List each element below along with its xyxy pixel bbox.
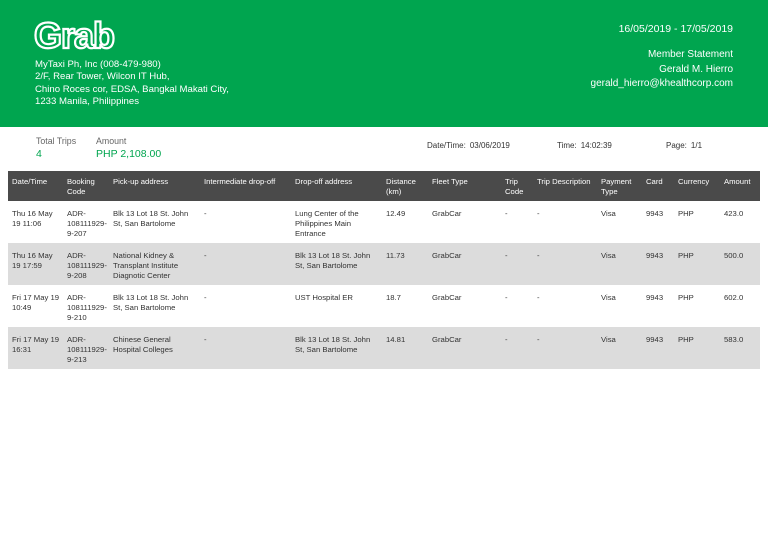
cell-fleet-type: GrabCar xyxy=(428,327,501,369)
col-pickup-address: Pick-up address xyxy=(109,171,200,201)
print-date xyxy=(427,141,510,150)
cell-fleet-type: GrabCar xyxy=(428,201,501,243)
cell-pickup-address: Blk 13 Lot 18 St. John St, San Bartolome xyxy=(109,285,200,327)
company-address xyxy=(35,59,229,108)
cell-distance: 18.7 xyxy=(382,285,428,327)
col-fleet-type: Fleet Type xyxy=(428,171,501,201)
cell-date-time: Fri 17 May 19 10:49 xyxy=(8,285,63,327)
time-label: Time: xyxy=(557,141,577,150)
cell-intermediate-dropoff: - xyxy=(200,327,291,369)
cell-booking-code: ADR-108111929-9-208 xyxy=(63,243,109,285)
amount-value: PHP 2,108.00 xyxy=(96,148,162,160)
table-header-row xyxy=(8,171,760,201)
cell-date-time: Thu 16 May 19 11:06 xyxy=(8,201,63,243)
table-row xyxy=(8,243,760,285)
col-date-time: Date/Time xyxy=(8,171,63,201)
cell-fleet-type: GrabCar xyxy=(428,285,501,327)
cell-dropoff-address: UST Hospital ER xyxy=(291,285,382,327)
cell-payment-type: Visa xyxy=(597,243,642,285)
cell-date-time: Fri 17 May 19 16:31 xyxy=(8,327,63,369)
cell-fleet-type: GrabCar xyxy=(428,243,501,285)
cell-booking-code: ADR-108111929-9-213 xyxy=(63,327,109,369)
trips-table xyxy=(8,171,760,369)
cell-distance: 14.81 xyxy=(382,327,428,369)
cell-card: 9943 xyxy=(642,243,674,285)
total-trips-label: Total Trips xyxy=(36,136,77,146)
member-name: Gerald M. Hierro xyxy=(659,63,733,75)
cell-trip-description: - xyxy=(533,201,597,243)
cell-card: 9943 xyxy=(642,201,674,243)
cell-pickup-address: Chinese General Hospital Colleges xyxy=(109,327,200,369)
cell-trip-description: - xyxy=(533,285,597,327)
cell-dropoff-address: Lung Center of the Philippines Main Entrance xyxy=(291,201,382,243)
statement-info xyxy=(591,23,733,92)
col-amount: Amount xyxy=(720,171,760,201)
statement-header xyxy=(0,0,768,127)
cell-currency: PHP xyxy=(674,285,720,327)
amount-label: Amount xyxy=(96,136,127,146)
page-value: 1/1 xyxy=(690,141,703,150)
cell-trip-code: - xyxy=(501,327,533,369)
address-line-2: Chino Roces cor, EDSA, Bangkal Makati City, xyxy=(35,83,229,95)
cell-trip-description: - xyxy=(533,243,597,285)
cell-card: 9943 xyxy=(642,285,674,327)
cell-currency: PHP xyxy=(674,327,720,369)
cell-booking-code: ADR-108111929-9-210 xyxy=(63,285,109,327)
col-currency: Currency xyxy=(674,171,720,201)
cell-amount: 423.0 xyxy=(720,201,760,243)
cell-dropoff-address: Blk 13 Lot 18 St. John St, San Bartolome xyxy=(291,327,382,369)
col-payment-type: Payment Type xyxy=(597,171,642,201)
cell-trip-code: - xyxy=(501,201,533,243)
datetime-label: Date/Time: xyxy=(427,141,466,150)
page-label: Page: xyxy=(666,141,687,150)
col-booking-code: Booking Code xyxy=(63,171,109,201)
table-row xyxy=(8,285,760,327)
svg-text:Grab: Grab xyxy=(34,18,115,54)
cell-payment-type: Visa xyxy=(597,285,642,327)
col-dropoff-address: Drop-off address xyxy=(291,171,382,201)
page-number xyxy=(666,141,702,150)
datetime-value: 03/06/2019 xyxy=(469,141,510,150)
company-name: MyTaxi Ph, Inc (008-479-980) xyxy=(35,59,161,70)
statement-title: Member Statement xyxy=(647,49,733,60)
date-range: 16/05/2019 - 17/05/2019 xyxy=(618,23,733,35)
cell-intermediate-dropoff: - xyxy=(200,285,291,327)
address-line-3: 1233 Manila, Philippines xyxy=(35,95,139,107)
cell-distance: 12.49 xyxy=(382,201,428,243)
total-trips-value: 4 xyxy=(36,148,42,160)
cell-currency: PHP xyxy=(674,243,720,285)
cell-amount: 583.0 xyxy=(720,327,760,369)
cell-booking-code: ADR-108111929-9-207 xyxy=(63,201,109,243)
col-intermediate-dropoff: Intermediate drop-off xyxy=(200,171,291,201)
cell-trip-description: - xyxy=(533,327,597,369)
cell-pickup-address: Blk 13 Lot 18 St. John St, San Bartolome xyxy=(109,201,200,243)
cell-trip-code: - xyxy=(501,243,533,285)
cell-card: 9943 xyxy=(642,327,674,369)
col-trip-code: Trip Code xyxy=(501,171,533,201)
address-line-1: 2/F, Rear Tower, Wilcon IT Hub, xyxy=(35,71,170,83)
cell-amount: 602.0 xyxy=(720,285,760,327)
cell-payment-type: Visa xyxy=(597,327,642,369)
col-distance: Distance (km) xyxy=(382,171,428,201)
cell-trip-code: - xyxy=(501,285,533,327)
col-trip-description: Trip Description xyxy=(533,171,597,201)
col-card: Card xyxy=(642,171,674,201)
cell-pickup-address: National Kidney & Transplant Institute Diagnotic Center xyxy=(109,243,200,285)
table-row xyxy=(8,327,760,369)
cell-currency: PHP xyxy=(674,201,720,243)
print-time xyxy=(557,141,612,150)
cell-intermediate-dropoff: - xyxy=(200,201,291,243)
cell-payment-type: Visa xyxy=(597,201,642,243)
table-row xyxy=(8,201,760,243)
time-value: 14:02:39 xyxy=(580,141,612,150)
cell-distance: 11.73 xyxy=(382,243,428,285)
cell-date-time: Thu 16 May 19 17:59 xyxy=(8,243,63,285)
cell-amount: 500.0 xyxy=(720,243,760,285)
cell-intermediate-dropoff: - xyxy=(200,243,291,285)
member-email: gerald_hierro@khealthcorp.com xyxy=(590,78,733,89)
grab-logo xyxy=(34,18,128,54)
cell-dropoff-address: Blk 13 Lot 18 St. John St, San Bartolome xyxy=(291,243,382,285)
summary-bar xyxy=(0,127,768,171)
